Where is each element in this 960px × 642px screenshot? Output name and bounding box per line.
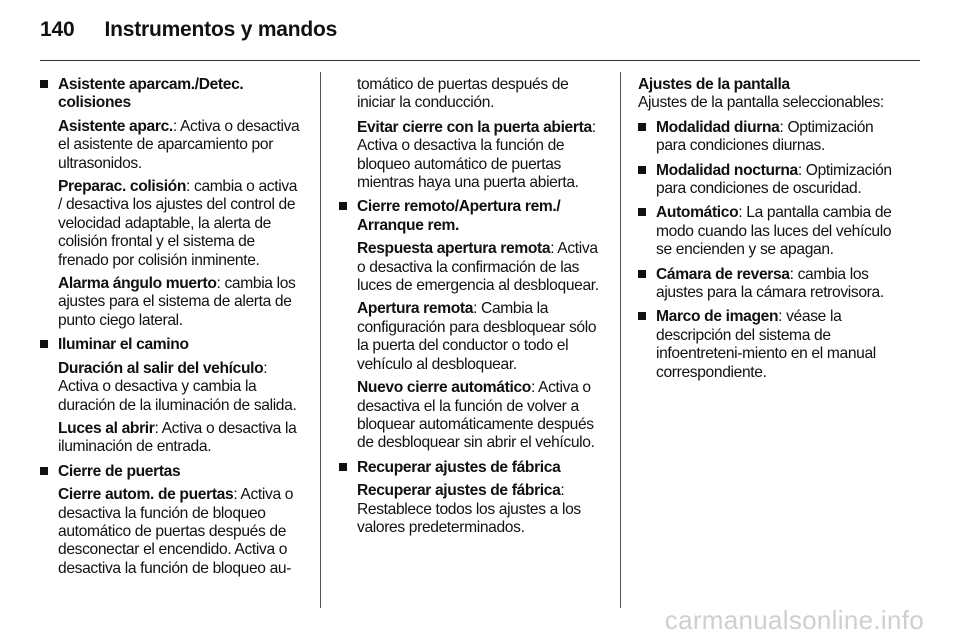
section-intro: Ajustes de la pantalla seleccionables:	[638, 94, 884, 112]
list-item	[638, 119, 900, 156]
bullet-icon	[638, 312, 646, 320]
list-item	[40, 336, 302, 456]
paragraph	[58, 360, 302, 415]
list-item	[638, 162, 900, 199]
paragraph	[58, 420, 302, 457]
page-title: Instrumentos y mandos	[104, 18, 338, 41]
term: Cámara de reversa	[656, 265, 790, 283]
description: : La pantalla cambia de modo cuando las luces del vehículo se encienden y se apagan.	[656, 204, 892, 259]
bullet-icon	[638, 166, 646, 174]
term: Recuperar ajustes de fábrica	[357, 482, 561, 500]
paragraph	[357, 240, 601, 295]
watermark: carmanualsonline.info	[664, 605, 924, 635]
term: Asistente aparc.	[58, 117, 173, 135]
description: : Activa o desactiva el asistente de aparcamiento por ultrasonidos.	[58, 117, 300, 172]
bullet-icon	[40, 80, 48, 88]
term: Marco de imagen	[656, 308, 779, 326]
column-1	[40, 76, 302, 584]
paragraph	[58, 275, 302, 330]
column-2	[339, 76, 601, 543]
paragraph	[357, 300, 601, 374]
bullet-icon	[339, 463, 347, 471]
term: Apertura remota	[357, 300, 474, 318]
term: Cierre autom. de puertas	[58, 486, 234, 504]
description: : Restablece todos los ajustes a los valores predeterminados.	[357, 482, 581, 536]
list-item	[339, 198, 601, 452]
description: : Activa o desactiva y cambia la duración de la iluminación de salida.	[58, 359, 297, 414]
paragraph	[58, 486, 302, 578]
term: Nuevo cierre automático	[357, 379, 531, 397]
page-header	[40, 18, 337, 42]
bullet-icon	[40, 467, 48, 475]
list-item	[40, 463, 302, 578]
term: Modalidad diurna	[656, 118, 780, 136]
bullet-icon	[638, 270, 646, 278]
description: : Activa o desactiva la función de bloqueo automático de puertas después de desconectar el encendido. Activa o desactiva la función de bloqueo au-	[58, 486, 294, 577]
list-item	[638, 308, 900, 382]
bullet-icon	[638, 123, 646, 131]
description: : cambia los ajustes para la cámara retrovisora.	[656, 265, 884, 302]
list-item	[40, 76, 302, 330]
paragraph	[58, 178, 302, 270]
paragraph	[58, 118, 302, 173]
description: : Cambia la configuración para desbloquear sólo la puerta del conductor o todo el vehículo al desbloquear.	[357, 300, 597, 373]
description: : cambia los ajustes para el sistema de alerta de punto ciego lateral.	[58, 275, 296, 329]
description: : Activa o desactiva el la función de volver a bloquear automáticamente después de desbloquear sin abrir el vehículo.	[357, 379, 595, 452]
column-3	[638, 76, 900, 388]
column-divider	[620, 72, 621, 608]
term: Modalidad nocturna	[656, 161, 798, 179]
description: : cambia o activa / desactiva los ajustes del control de velocidad adaptable, la alerta de colisión frontal y el sistema de frenado por colisión inminente.	[58, 178, 298, 269]
term: Luces al abrir	[58, 419, 155, 437]
term: Automático	[656, 204, 739, 222]
list-item	[339, 459, 601, 538]
page-number: 140	[40, 18, 75, 41]
bullet-icon	[339, 202, 347, 210]
description: : Optimización para condiciones de oscuridad.	[656, 161, 892, 198]
term: Preparac. colisión	[58, 178, 187, 196]
paragraph	[357, 379, 601, 453]
bullet-icon	[40, 340, 48, 348]
item-title: Recuperar ajustes de fábrica	[357, 458, 561, 476]
term: Evitar cierre con la puerta abierta	[357, 118, 592, 136]
item-title: Iluminar el camino	[58, 336, 189, 354]
item-title: Asistente aparcam./Detec. colisiones	[58, 76, 244, 112]
header-rule	[40, 60, 920, 61]
paragraph: tomático de puertas después de iniciar la conducción.	[357, 76, 569, 112]
description: : Activa o desactiva la iluminación de entrada.	[58, 419, 297, 456]
paragraph	[357, 482, 601, 537]
description: : Optimización para condiciones diurnas.	[656, 118, 874, 155]
term: Duración al salir del vehículo	[58, 359, 264, 377]
item-title: Cierre de puertas	[58, 462, 181, 480]
term: Alarma ángulo muerto	[58, 275, 217, 293]
bullet-icon	[638, 208, 646, 216]
description: : Activa o desactiva la confirmación de las luces de emergencia al desbloquear.	[357, 240, 599, 295]
description: : Activa o desactiva la función de bloqueo automático de puertas mientras haya una puerta abierta.	[357, 118, 596, 192]
paragraph	[357, 119, 601, 193]
list-item	[638, 266, 900, 303]
item-title: Cierre remoto/Apertura rem./ Arranque rem.	[357, 198, 561, 234]
section-title: Ajustes de la pantalla	[638, 76, 790, 93]
column-divider	[320, 72, 321, 608]
term: Respuesta apertura remota	[357, 240, 551, 258]
list-item	[638, 204, 900, 259]
description: : véase la descripción del sistema de infoentreteni-miento en el manual correspondiente.	[656, 308, 876, 381]
